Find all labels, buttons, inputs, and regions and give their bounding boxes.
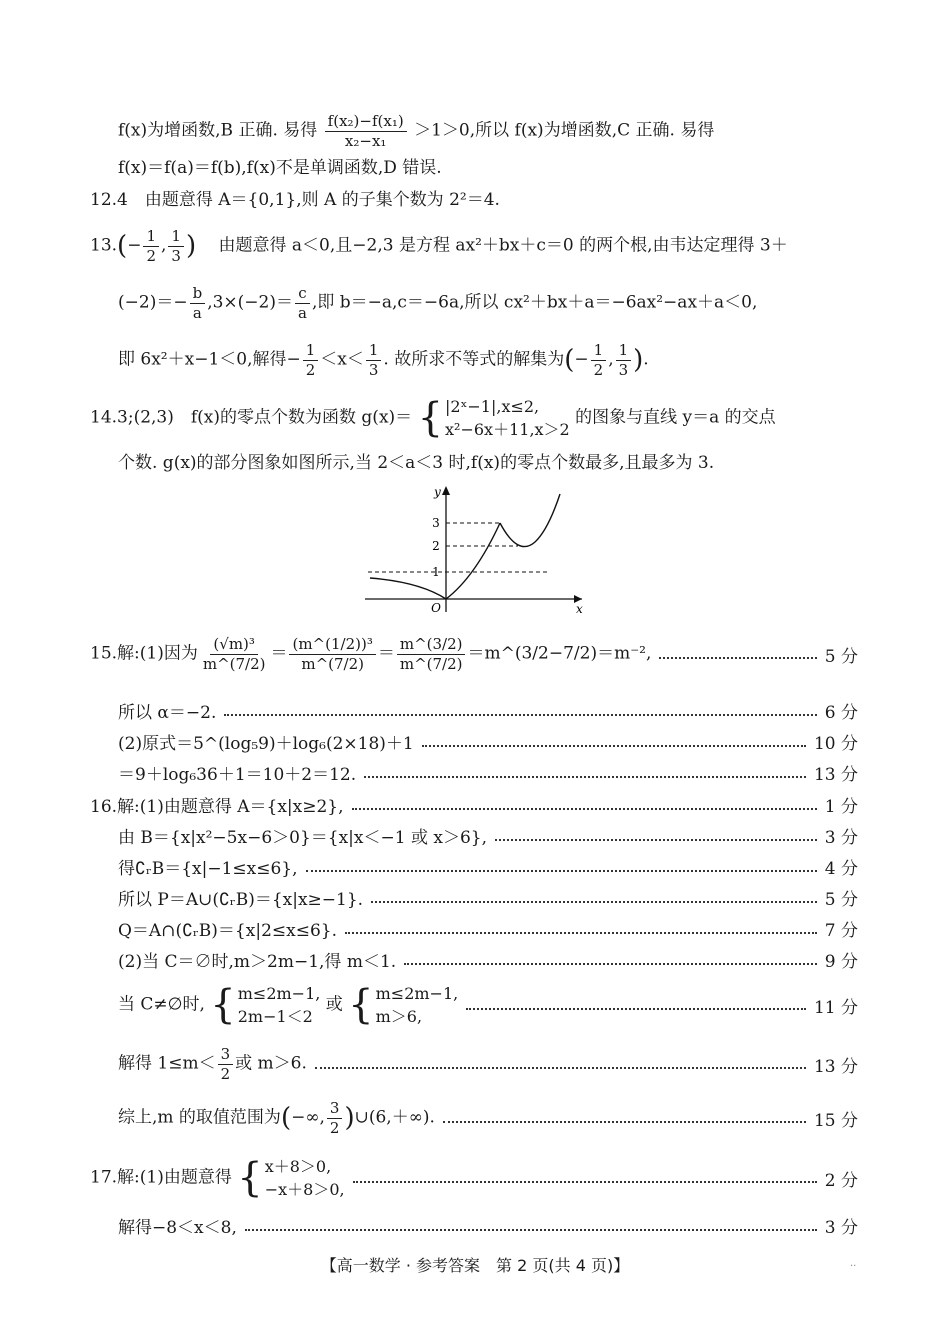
q16-r7-text bbox=[118, 982, 458, 1028]
q15-frac-1 bbox=[200, 636, 269, 672]
q17-row-1 bbox=[90, 1155, 858, 1201]
q15-row-4 bbox=[118, 760, 858, 785]
q16-row-5 bbox=[118, 916, 858, 941]
score-label: 5 分 bbox=[824, 646, 858, 667]
leader-dots bbox=[345, 932, 817, 934]
score-label: 5 分 bbox=[824, 890, 858, 910]
q13-l3-f1d: 2 bbox=[305, 360, 316, 379]
q14-case-1: |2ˣ−1|,x≤2, bbox=[445, 397, 540, 416]
leader-dots bbox=[404, 963, 817, 965]
cont-text-a: f(x)为增函数,B 正确. 易得 bbox=[118, 120, 318, 141]
q15-row-1 bbox=[90, 636, 858, 672]
q16-row-6 bbox=[118, 947, 858, 972]
q13-ans-n2: 1 bbox=[168, 228, 184, 247]
q16-system-1 bbox=[210, 982, 320, 1028]
q13-l3-c: . 故所求不等式的解集为 bbox=[383, 349, 565, 370]
leader-dots bbox=[422, 745, 806, 747]
q15-f3d: m^(7/2) bbox=[399, 654, 463, 673]
curve-right-branch bbox=[500, 494, 560, 547]
q16-cases-1 bbox=[238, 982, 321, 1028]
leader-dots bbox=[224, 714, 816, 716]
q13-ans-d2: 3 bbox=[171, 246, 181, 265]
y-axis-arrow-icon bbox=[442, 486, 450, 495]
q14-line-2: 个数. g(x)的部分图象如图所示,当 2＜a＜3 时,f(x)的零点个数最多,且最多为 3. bbox=[118, 453, 715, 473]
score-label: 7 分 bbox=[824, 921, 858, 941]
score-label: 1 分 bbox=[824, 797, 858, 817]
q16-row-3 bbox=[118, 854, 858, 879]
q16-r8-fn: 3 bbox=[218, 1046, 234, 1065]
cont-line-2: f(x)＝f(a)＝f(b),f(x)不是单调函数,D 错误. bbox=[118, 158, 442, 178]
q16-r9-close-paren: ) bbox=[344, 1103, 355, 1133]
q13-l3-frac-1 bbox=[303, 342, 319, 378]
q15-f2d: m^(7/2) bbox=[301, 654, 364, 673]
q16-row-text: 得∁ᵣB＝{x|−1≤x≤6}, bbox=[118, 859, 298, 879]
q14-case-2: x²−6x＋11,x＞2 bbox=[445, 420, 570, 440]
q16-row-2 bbox=[118, 823, 858, 848]
cont-line-1 bbox=[118, 113, 714, 149]
q16-row-text: 所以 P＝A∪(∁ᵣB)＝{x|x≥−1}. bbox=[118, 890, 364, 910]
cont-fraction bbox=[325, 113, 407, 149]
origin-label: O bbox=[431, 601, 441, 615]
corner-mark: ·· bbox=[850, 1261, 857, 1272]
cont-frac-den: x₂−x₁ bbox=[344, 131, 387, 150]
q16-r8-text bbox=[118, 1046, 307, 1082]
q15-r4-text: ＝9＋log₆36＋1＝10＋2＝12. bbox=[118, 765, 357, 785]
q13-close-paren: ) bbox=[185, 231, 197, 261]
score-label: 11 分 bbox=[813, 997, 858, 1018]
q16-row-7 bbox=[118, 982, 858, 1028]
q13-l2-f1n: b bbox=[190, 285, 206, 304]
q15-frac-2 bbox=[289, 636, 375, 672]
leader-dots bbox=[371, 901, 817, 903]
q17-brace: { bbox=[237, 1155, 263, 1202]
q16-r9-a: 综上,m 的取值范围为 bbox=[118, 1107, 281, 1128]
q13-l3-f3d: 2 bbox=[593, 360, 604, 379]
q15-r3-text: (2)原式＝5^(log₅9)＋log₆(2×18)＋1 bbox=[118, 734, 414, 754]
q16-row-9 bbox=[118, 1100, 858, 1136]
score-label: 3 分 bbox=[824, 1218, 858, 1238]
q13-l3-f2d: 3 bbox=[368, 360, 379, 379]
q15-row-3 bbox=[118, 729, 858, 754]
q16-r8-fd: 2 bbox=[220, 1064, 231, 1083]
q13-line-3: 即 6x²＋x−1＜0,解得− $\frac{1}{2}$ ＜x＜ $\frac{1}{3}$ . 故所求不等式的解集为(− $\frac{1}{2}$ , $\frac{1}{3}$ ). bbox=[118, 341, 649, 379]
q16-r9-fn: 3 bbox=[327, 1100, 343, 1119]
q13-prefix: 13. bbox=[90, 235, 118, 256]
q13-l2-c: ,即 b＝−a,c＝−6a,所以 cx²＋bx＋a＝−6ax²−ax＋a＜0, bbox=[311, 292, 758, 313]
q13-l3-f3n: 1 bbox=[591, 342, 607, 361]
q15-r1-a: 15.解:(1)因为 bbox=[90, 643, 198, 664]
q15-row-2 bbox=[118, 698, 858, 723]
q16-case-4: m＞6, bbox=[375, 1007, 423, 1027]
q16-r9-open-paren: ( bbox=[280, 1103, 292, 1133]
q16-row-text: 由 B＝{x|x²−5x−6＞0}＝{x|x＜−1 或 x＞6}, bbox=[118, 828, 487, 848]
q13-l2-a: (−2)＝− bbox=[118, 292, 188, 313]
q14-cases bbox=[445, 395, 570, 441]
q13-l3-f1n: 1 bbox=[303, 342, 319, 361]
q16-r9-frac bbox=[327, 1100, 343, 1136]
q13-l3-frac-2 bbox=[366, 342, 382, 378]
y-tick-1: 1 bbox=[432, 565, 440, 579]
q15-f1d: m^(7/2) bbox=[202, 654, 266, 673]
q15-r1-text: 15.解:(1)因为 $\frac{\text{(√m)³}}{m\^{}(7/2)}$ ＝ $\frac{\text{(m\textasciicircum{}(1/2))³}}{m\^{}(7/2)}$ ＝ $\frac{m\^{}(3/2)}{m\^{}(7/2)}$ ＝m^(3/2−7/2)＝m⁻², bbox=[90, 635, 652, 673]
q16-brace-2: { bbox=[348, 982, 374, 1029]
leader-dots bbox=[466, 1008, 806, 1010]
q13-l3-b: ＜x＜ bbox=[320, 349, 364, 370]
leader-dots bbox=[495, 839, 817, 841]
q13-line-2 bbox=[118, 285, 757, 321]
q16-row-text: Q＝A∩(∁ᵣB)＝{x|2≤x≤6}. bbox=[118, 921, 337, 941]
q16-row-text: 16.解:(1)由题意得 A＝{x|x≥2}, bbox=[90, 797, 344, 817]
score-label: 3 分 bbox=[824, 828, 858, 848]
q13-l3-f4d: 3 bbox=[618, 360, 629, 379]
function-graph bbox=[360, 482, 590, 618]
q13-l3-close-paren: ) bbox=[633, 345, 644, 375]
q16-case-1: m≤2m−1, bbox=[237, 984, 321, 1003]
q13-l2-f2d: a bbox=[297, 303, 307, 322]
cont-frac-num: f(x₂)−f(x₁) bbox=[325, 113, 407, 132]
score-label: 13 分 bbox=[813, 765, 858, 785]
q13-l2-frac-1 bbox=[190, 285, 206, 321]
q13-l3-f4n: 1 bbox=[616, 342, 632, 361]
score-label: 15 分 bbox=[813, 1110, 858, 1131]
q14-l1-a: 14.3;(2,3) f(x)的零点个数为函数 g(x)＝ bbox=[90, 407, 413, 428]
q13-l3-open-paren: ( bbox=[564, 345, 575, 375]
q16-row-4 bbox=[118, 885, 858, 910]
q13-l3-f2n: 1 bbox=[366, 342, 382, 361]
q16-r9-text bbox=[118, 1100, 435, 1136]
q13-l3-end: . bbox=[643, 349, 649, 370]
leader-dots bbox=[306, 870, 817, 872]
q16-brace-1: { bbox=[210, 982, 236, 1029]
q16-r8-a: 解得 1≤m＜ bbox=[118, 1053, 216, 1074]
leader-dots bbox=[353, 1181, 817, 1183]
q13-l3-a: 即 6x²＋x−1＜0,解得− bbox=[118, 349, 301, 370]
q16-cases-2 bbox=[376, 982, 459, 1028]
q15-r1-b: ＝m^(3/2−7/2)＝m⁻², bbox=[467, 643, 652, 664]
q14-piecewise bbox=[418, 395, 570, 441]
curve-middle-branch bbox=[446, 523, 500, 599]
q16-case-3: m≤2m−1, bbox=[375, 984, 459, 1003]
q16-r8-frac bbox=[218, 1046, 234, 1082]
q13-l3-frac-3 bbox=[591, 342, 607, 378]
score-label: 6 分 bbox=[824, 703, 858, 723]
leader-dots bbox=[443, 1121, 806, 1123]
y-tick-3: 3 bbox=[432, 516, 440, 530]
q13-l2-f1d: a bbox=[192, 303, 202, 322]
curve-left-branch bbox=[370, 578, 446, 599]
q12-line: 12.4 由题意得 A＝{0,1},则 A 的子集个数为 2²＝4. bbox=[90, 190, 500, 210]
q16-system-2 bbox=[348, 982, 458, 1028]
q13-ans-d1: 2 bbox=[146, 246, 156, 265]
leader-dots bbox=[315, 1067, 806, 1069]
q16-r9-mid: −∞, bbox=[291, 1107, 325, 1128]
y-tick-2: 2 bbox=[432, 539, 440, 553]
q13-line-1: 13.(− $\frac{1}{2}$ , $\frac{1}{3}$ ) 由题意得 a＜0,且−2,3 是方程 ax²＋bx＋c＝0 的两个根,由韦达定理得 3＋ bbox=[90, 227, 788, 265]
q15-f1n: (√m)³ bbox=[210, 636, 258, 655]
q17-row-2 bbox=[118, 1213, 858, 1238]
leader-dots bbox=[352, 808, 817, 810]
q16-row-1 bbox=[90, 792, 858, 817]
leader-dots bbox=[364, 776, 806, 778]
q17-system bbox=[237, 1155, 344, 1201]
q16-r7-a: 当 C≠∅时, bbox=[118, 994, 205, 1015]
q13-l1-rest: 由题意得 a＜0,且−2,3 是方程 ax²＋bx＋c＝0 的两个根,由韦达定理得 3＋ bbox=[201, 235, 788, 256]
q17-cases bbox=[265, 1155, 345, 1201]
q16-row-text: (2)当 C＝∅时,m＞2m−1,得 m＜1. bbox=[118, 952, 397, 972]
q17-case-2: −x＋8＞0, bbox=[264, 1180, 345, 1200]
q17-r2-text: 解得−8＜x＜8, bbox=[118, 1218, 237, 1238]
q17-case-1: x＋8＞0, bbox=[264, 1157, 332, 1176]
q16-r7-or: 或 bbox=[325, 994, 343, 1015]
q17-r1-text bbox=[90, 1155, 345, 1201]
q13-l2-f2n: c bbox=[295, 285, 309, 304]
score-label: 9 分 bbox=[824, 952, 858, 972]
q16-case-2: 2m−1＜2 bbox=[237, 1007, 313, 1027]
x-axis-label: x bbox=[576, 602, 583, 616]
cont-text-b: ＞1＞0,所以 f(x)为增函数,C 正确. 易得 bbox=[414, 120, 715, 141]
leader-dots bbox=[245, 1229, 817, 1231]
score-label: 13 分 bbox=[813, 1056, 858, 1077]
q15-r2-text: 所以 α＝−2. bbox=[118, 703, 217, 723]
q13-ans-frac-1 bbox=[143, 228, 159, 264]
score-label: 10 分 bbox=[813, 734, 858, 754]
q13-ans-frac-2 bbox=[168, 228, 184, 264]
q13-l2-frac-2 bbox=[295, 285, 310, 321]
y-axis-label: y bbox=[434, 485, 441, 499]
q15-f2n: (m^(1/2))³ bbox=[289, 636, 375, 655]
q15-f3n: m^(3/2) bbox=[397, 636, 466, 655]
q17-r1-a: 17.解:(1)由题意得 bbox=[90, 1167, 232, 1188]
q14-line-1 bbox=[90, 395, 776, 441]
q15-frac-3 bbox=[397, 636, 466, 672]
q16-r8-b: 或 m＞6. bbox=[235, 1053, 307, 1074]
q14-brace: { bbox=[417, 395, 444, 442]
q13-ans-n1: 1 bbox=[143, 228, 159, 247]
q14-l1-b: 的图象与直线 y＝a 的交点 bbox=[575, 407, 776, 428]
q16-row-8 bbox=[118, 1046, 858, 1082]
score-label: 4 分 bbox=[824, 859, 858, 879]
q13-open-paren: ( bbox=[117, 231, 128, 261]
score-label: 2 分 bbox=[824, 1170, 858, 1191]
page-footer: 【高一数学 · 参考答案 第 2 页(共 4 页)】 bbox=[320, 1256, 630, 1275]
q16-r9-fd: 2 bbox=[329, 1118, 340, 1137]
leader-dots bbox=[659, 657, 816, 659]
q13-l3-frac-4 bbox=[616, 342, 632, 378]
q16-r9-b: ∪(6,＋∞). bbox=[354, 1107, 435, 1128]
q13-l2-b: ,3×(−2)＝ bbox=[207, 292, 293, 313]
